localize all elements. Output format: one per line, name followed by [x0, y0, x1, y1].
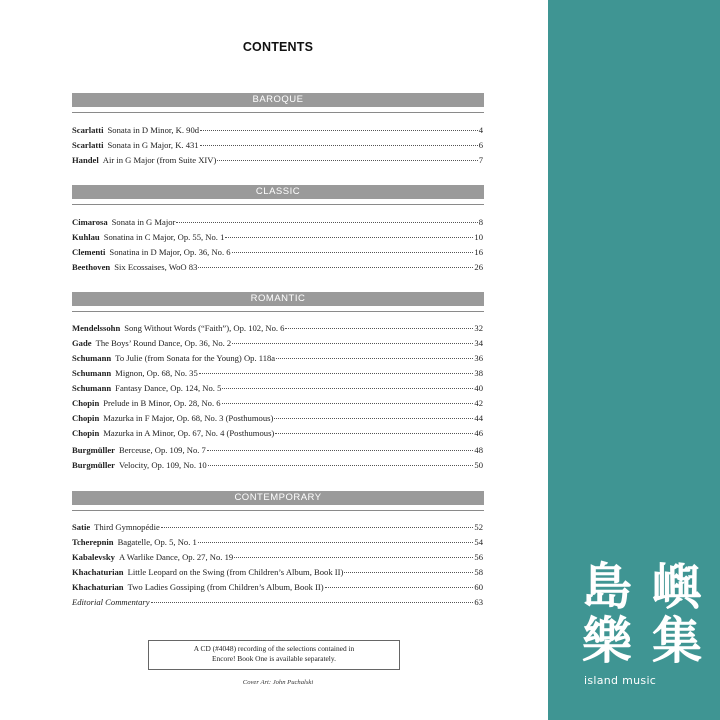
- entry-leader-dots: [217, 160, 477, 161]
- entry-composer: Kuhlau: [72, 232, 100, 242]
- entry-page-number: 52: [474, 522, 483, 532]
- entry-page-number: 32: [474, 323, 483, 333]
- entry-title: Little Leopard on the Swing (from Children’s Album, Book II): [127, 567, 344, 577]
- entry-composer: Cimarosa: [72, 217, 108, 227]
- brand-logo-row-1: [582, 560, 702, 614]
- toc-entry: [72, 368, 483, 381]
- entry-page-number: 42: [474, 398, 483, 408]
- entry-composer: Clementi: [72, 247, 106, 257]
- entry-title: Velocity, Op. 109, No. 10: [118, 460, 207, 470]
- entry-leader-dots: [225, 237, 473, 238]
- cover-art-credit: Cover Art: John Puchalski: [242, 679, 314, 686]
- logo-char-2: 嶼: [652, 558, 702, 616]
- cd-note-line-1: A CD (#4048) recording of the selections contained in: [193, 644, 355, 653]
- entry-page-number: 46: [474, 428, 483, 438]
- entry-leader-dots: [151, 602, 474, 603]
- toc-entry: [72, 398, 483, 411]
- entry-composer: Burgmüller: [72, 460, 115, 470]
- entry-leader-dots: [275, 433, 473, 434]
- section-divider: [72, 112, 484, 113]
- entry-page-number: 38: [474, 368, 483, 378]
- entry-page-number: 16: [474, 247, 483, 257]
- entry-composer: Chopin: [72, 428, 100, 438]
- page-title: CONTENTS: [242, 40, 314, 54]
- toc-entry: [72, 232, 483, 245]
- entry-leader-dots: [207, 450, 474, 451]
- toc-entry: [72, 140, 483, 153]
- entry-page-number: 6: [478, 140, 483, 150]
- entry-title: A Warlike Dance, Op. 27, No. 19: [118, 552, 234, 562]
- entry-title: The Boys’ Round Dance, Op. 36, No. 2: [95, 338, 232, 348]
- entry-title: Song Without Words (“Faith”), Op. 102, No. 6: [124, 323, 285, 333]
- toc-entry: [72, 552, 483, 565]
- entry-title: Sonata in G Major: [111, 217, 176, 227]
- entry-page-number: 48: [474, 445, 483, 455]
- entry-composer: Tcherepnin: [72, 537, 114, 547]
- entry-leader-dots: [198, 267, 473, 268]
- toc-entry: [72, 460, 483, 473]
- toc-entry: [72, 413, 483, 426]
- toc-entry: [72, 597, 483, 610]
- entry-page-number: 8: [478, 217, 483, 227]
- entry-page-number: 54: [474, 537, 483, 547]
- toc-entry: [72, 428, 483, 441]
- entry-composer: Beethoven: [72, 262, 111, 272]
- entry-leader-dots: [200, 145, 478, 146]
- entry-title: Fantasy Dance, Op. 124, No. 5: [115, 383, 222, 393]
- entry-title: Berceuse, Op. 109, No. 7: [118, 445, 206, 455]
- section-header-baroque: BAROQUE: [72, 93, 484, 107]
- entry-leader-dots: [285, 328, 473, 329]
- entry-title: Mignon, Op. 68, No. 35: [115, 368, 198, 378]
- entry-title: Six Ecossaises, WoO 83: [114, 262, 198, 272]
- section-divider: [72, 204, 484, 205]
- entry-composer: Schumann: [72, 353, 112, 363]
- entry-page-number: 44: [474, 413, 483, 423]
- toc-entry: [72, 383, 483, 396]
- section-divider: [72, 510, 484, 511]
- entry-composer: Khachaturian: [72, 567, 124, 577]
- entry-composer: Scarlatti: [72, 125, 104, 135]
- entry-composer: Mendelssohn: [72, 323, 121, 333]
- brand-logo-row-2: [582, 614, 702, 668]
- entry-page-number: 63: [474, 597, 483, 607]
- logo-char-1: 島: [582, 558, 632, 616]
- toc-entry: [72, 522, 483, 535]
- toc-entry: [72, 247, 483, 260]
- logo-char-3: 樂: [582, 612, 632, 670]
- toc-entry: [72, 582, 483, 595]
- entry-leader-dots: [200, 130, 478, 131]
- entry-page-number: 34: [474, 338, 483, 348]
- entry-page-number: 26: [474, 262, 483, 272]
- entry-composer: Handel: [72, 155, 99, 165]
- entry-page-number: 7: [478, 155, 483, 165]
- entry-leader-dots: [198, 542, 474, 543]
- entry-page-number: 40: [474, 383, 483, 393]
- toc-entry: [72, 353, 483, 366]
- entry-leader-dots: [276, 358, 473, 359]
- section-header-romantic: ROMANTIC: [72, 292, 484, 306]
- entry-leader-dots: [176, 222, 477, 223]
- entry-title: Editorial Commentary: [72, 597, 150, 607]
- logo-char-4: 集: [652, 612, 702, 670]
- entry-composer: Chopin: [72, 398, 100, 408]
- entry-page-number: 58: [474, 567, 483, 577]
- entry-composer: Burgmüller: [72, 445, 115, 455]
- entry-composer: Scarlatti: [72, 140, 104, 150]
- toc-entry: [72, 537, 483, 550]
- entry-page-number: 60: [474, 582, 483, 592]
- entry-page-number: 10: [474, 232, 483, 242]
- toc-entry: [72, 125, 483, 138]
- toc-entry: [72, 217, 483, 230]
- entry-page-number: 56: [474, 552, 483, 562]
- entry-title: Mazurka in F Major, Op. 68, No. 3 (Posthumous): [103, 413, 274, 423]
- entry-page-number: 50: [474, 460, 483, 470]
- entry-title: Sonatina in C Major, Op. 55, No. 1: [103, 232, 225, 242]
- entry-title: Mazurka in A Minor, Op. 67, No. 4 (Posthumous): [103, 428, 275, 438]
- entry-title: Bagatelle, Op. 5, No. 1: [117, 537, 197, 547]
- entry-title: Third Gymnopédie: [94, 522, 160, 532]
- entry-page-number: 4: [478, 125, 483, 135]
- toc-entry: [72, 155, 483, 168]
- toc-entry: [72, 567, 483, 580]
- toc-entry: [72, 262, 483, 275]
- entry-leader-dots: [208, 465, 474, 466]
- entry-leader-dots: [232, 252, 474, 253]
- entry-title: Sonata in G Major, K. 431: [107, 140, 199, 150]
- entry-title: Sonatina in D Major, Op. 36, No. 6: [109, 247, 231, 257]
- entry-leader-dots: [274, 418, 473, 419]
- entry-composer: Gade: [72, 338, 92, 348]
- cd-note-line-2: Encore! Book One is available separately.: [212, 653, 336, 663]
- cd-note-box: [148, 640, 400, 670]
- entry-title: To Julie (from Sonata for the Young) Op. 118a: [115, 353, 276, 363]
- entry-title: Two Ladies Gossiping (from Children’s Album, Book II): [127, 582, 324, 592]
- section-header-contemporary: CONTEMPORARY: [72, 491, 484, 505]
- entry-title: Sonata in D Minor, K. 90d: [107, 125, 200, 135]
- entry-title: Air in G Major (from Suite XIV): [102, 155, 217, 165]
- entry-leader-dots: [222, 403, 474, 404]
- brand-logo-latin: island music: [584, 674, 657, 687]
- entry-composer: Schumann: [72, 383, 112, 393]
- entry-composer: Satie: [72, 522, 91, 532]
- section-header-classic: CLASSIC: [72, 185, 484, 199]
- entry-page-number: 36: [474, 353, 483, 363]
- entry-title: Prelude in B Minor, Op. 28, No. 6: [103, 398, 221, 408]
- entry-composer: Chopin: [72, 413, 100, 423]
- toc-entry: [72, 338, 483, 351]
- entry-leader-dots: [234, 557, 473, 558]
- entry-composer: Schumann: [72, 368, 112, 378]
- entry-leader-dots: [222, 388, 473, 389]
- entry-leader-dots: [325, 587, 474, 588]
- entry-leader-dots: [344, 572, 473, 573]
- entry-composer: Khachaturian: [72, 582, 124, 592]
- entry-leader-dots: [161, 527, 474, 528]
- entry-composer: Kabalevsky: [72, 552, 115, 562]
- entry-leader-dots: [232, 343, 473, 344]
- section-divider: [72, 311, 484, 312]
- toc-entry: [72, 323, 483, 336]
- toc-entry: [72, 445, 483, 458]
- entry-leader-dots: [199, 373, 474, 374]
